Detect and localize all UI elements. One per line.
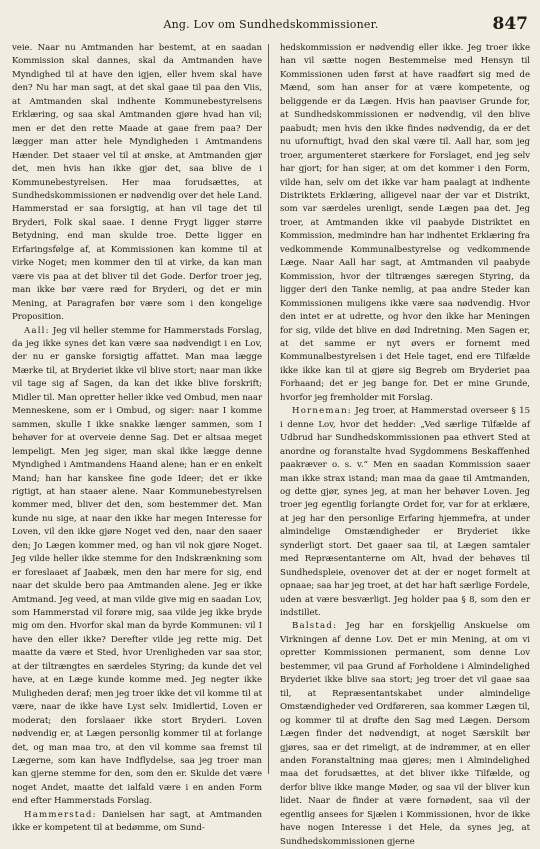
paragraph: veie. Naar nu Amtmanden har bestemt, at en saadan Kommission skal dannes, skal da Amtmanden have Myndighed til at have den igjen, eller hvem skal have den? Nu har man sagt, at det skal gaae til paa den Viis, at Amtmanden skal indhente Kommunebestyrelsens Erklæring, og saa skal Amtmanden gjøre hvad han vil; men er det den rette Maade at gaae frem paa? Der lægger man atter hele Myndigheden i Amtmandens Hænder. Det staaer vel til at ønske, at Amtmanden gjør det, men hvis han ikke gjør det, saa blive de i Kommunebestyrelsen. Her maa forudsættes, at Sundhedskommissionen er nødvendig over det hele Land. Hammerstad er saa forsigtig, at han vil tage det til Bryderi, Folk skal saae. I denne Frygt ligger større Betydning, end man skulde troe. Dette ligger en Erfaringsfølge af, at Kommissionen kan komme til at virke Noget; men kommer den til at virke, da kan man være vis paa at det bliver til det Gode. Derfor troer jeg, man ikke bør være ræd for Bryderi, og det er min Mening, at Paragrafen bør være som i den kongelige Proposition. — [12, 43, 263, 323]
speech-paragraph — [280, 620, 530, 849]
running-head: Ang. Lov om Sundhedskommissioner. — [163, 18, 379, 31]
speech-paragraph — [12, 809, 262, 836]
page-header — [12, 14, 530, 36]
speech-text: Jeg troer, at Hammerstad overseer § 15 i denne Lov, hvor det hedder: „Ved særlige Tilfælde af Udbrud har Sundhedskommissionen paa ethvert Sted at anordne og foranstalte hvad Sygdommens Beskaffenhed paakræver o. s. v.“ Men en saadan Kommission saaer man ikke strax istand; man maa da gaae til Amtmanden, og dette gjør, synes jeg, at man her behøver Loven. Jeg troer jeg egentlig forlangte Ordet for, var for at erklære, at jeg har den personlige Erfaring hjemmefra, at under almindelige Omstændigheder er Bryderiet ikke synderligt stort. Det gaaer saa til, at Lægen samtaler med Repræsentanterne om Alt, hvad der behøves til Sundhedspleie, ovenover det at der er noget formelt at opnaae; saa har jeg troet, at det har haft særlige Fordele, uden at være besværligt. Jeg holder paa § 8, som den er indstillet. — [280, 406, 530, 619]
speaker-name: Balstad: — [292, 621, 338, 632]
paragraph: hedskommission er nødvendig eller ikke. Jeg troer ikke han vil sætte nogen Bestemmelse med Hensyn til Kommissionen uden først at have raadført sig med de Mænd, som han anser for at være kompetente, og beliggende er da Lægen. Hvis han paaviser Grunde for, at Sundhedskommissionen er nødvendig, vil den blive paabudt; men hvis den ikke findes nødvendig, da er det nu ufornuftigt, hvad den skal være til. Aall har, som jeg troer, argumenteret stærkere for Forslaget, end jeg selv har gjort; for han siger, at om det kommer i den Form, vilde han, selv om det ikke var ham paalagt at indhente Distriktets Erklæring, alligevel naar der var et Distrikt, som var særdeles urenligt, sende Lægen paa det. Jeg troer, at Amtmanden ikke vil paabyde Distriktet en Kommission, medmindre han har indhentet Erklæring fra vedkommende Kommunalbestyrelse og vedkommende Læge. Naar Aall har sagt, at Amtmanden vil paabyde Kommission, hvor der tiltrænges særegen Styring, da ligger deri den Tanke nemlig, at paa andre Steder kan Kommissionen muligens ikke være saa nødvendig. Hvor den intet er at udrette, og hvor den ikke har Meningen for sig, vilde det blive en død Indretning. Men Sagen er, at det samme er nyt øvers er fornemt med Kommunalbestyrelsen i det Hele taget, end ere Tilfælde ikke ikke kan til at gjøre sig Begreb om Bryderiet paa Forhaand; det er jeg bange for. Det er mine Grunde, hvorfor jeg fremholder mit Forslag. — [280, 43, 530, 403]
speaker-name: Aall: — [24, 325, 50, 336]
speech-paragraph — [280, 405, 530, 620]
right-column — [280, 42, 530, 849]
speech-text: Jeg har en forskjellig Anskuelse om Virkningen af denne Lov. Det er min Mening, at om vi opretter Kommissionen permanent, som denne Lov bestemmer, vil paa Grund af Forholdene i Almindelighed Bryderiet ikke blive saa stort; jeg troer det vil gaae saa til, at Repræsentantskabet under almindelige Omstændigheder ved Ordføreren, saa kommer Lægen til, og kommer til at drøfte den Sag med Lægen. Dersom Lægen finder det nødvendigt, at noget Særskilt bør gjøres, saa er det rimeligt, at de indrømmer, at en eller anden Foranstaltning maa gjøres; men i Almindelighed maa det forudsættes, at det bliver ikke Tilfælde, og derfor blive ikke mange Møder, og saa vil der bliver kun lidet. Naar de finder at være fornødent, saa vil der egentlig ansees for Sjælen i Kommissionen, hvor de ikke have nogen Interesse i det Hele, da synes jeg, at Sundhedskommissionen gjerne — [280, 621, 530, 847]
speech-paragraph — [12, 325, 262, 809]
left-column — [12, 42, 262, 836]
speaker-name: Horneman: — [292, 406, 352, 417]
speech-text: Danielsen har sagt, at Amtmanden ikke er kompetent til at bedømme, om Sund- — [12, 809, 262, 834]
page-number: 847 — [492, 14, 528, 34]
column-divider — [268, 44, 269, 774]
speech-text: Jeg vil heller stemme for Hammerstads Forslag, da jeg ikke synes det kan være saa nødvendigt i en Lov, der nu er ganske forsigtig affattet. Man maa lægge Mærke til, at Bryderiet ikke vil blive stort; naar man ikke vil tage sig af Sagen, da kan det ikke blive forskrift; Midler til. Man opretter heller ikke ved Ombud, men naar Menneskene, som er i Ombud, og siger: naar I komme sammen, skulle I ikke snakke længer sammen, som I behøver for at overveie denne Sag. Det er altsaa meget lempeligt. Men jeg siger, man skal ikke lægge denne Myndighed i Amtmandens Haand alene; han er en enkelt Mand; han har kanskee fine gode Ideer; det er ikke rigtigt, at han staaer alene. Naar Kommunebestyrelsen kommer med, bliver det den, som bestemmer det. Man kunde nu sige, at naar den ikke har megen Interesse for Loven, vil den ikke gjøre Noget ved den, naar den saaer den; Jo Lægen kommer med, og han vil nok gjøre Noget. Jeg vilde heller ikke stemme for den Indskrænkning som er foreslaaet af Jaabæk, men den har mere for sig, end naar det skulde bero paa Amtmanden alene. Jeg er ikke Amtmand. Jeg veed, at man vilde give mig en saadan Lov, som Hammerstad vil forøre mig, saa vilde jeg ikke bryde mig om den. Hvorfor skal man da byrde Kommunen: vil I have den eller ikke? Derefter vilde jeg rette mig. Det maatte da være et Sted, hvor Urenligheden var saa stor, at der tiltrængtes en særdeles Styring; da kunde det vel have, at en Læge kunde komme med. Jeg negter ikke Muligheden deraf; men jeg troer ikke det vil komme til at være, naar de ikke have Lyst selv. Imidlertid, Loven er moderat; den forslaaer ikke stort Bryderi. Loven nødvendig er, at Lægen personlig kommer til at forlange det, og man maa tro, at den vil komme saa fremst til Lægerne, som kan have Indflydelse, saa jeg troer man kan gjerne stemme for den, som den er. Skulde det være noget Andet, maatte det ialfald være i en anden Form end efter Hammerstads Forslag. — [12, 325, 263, 807]
speaker-name: Hammerstad: — [24, 809, 97, 820]
